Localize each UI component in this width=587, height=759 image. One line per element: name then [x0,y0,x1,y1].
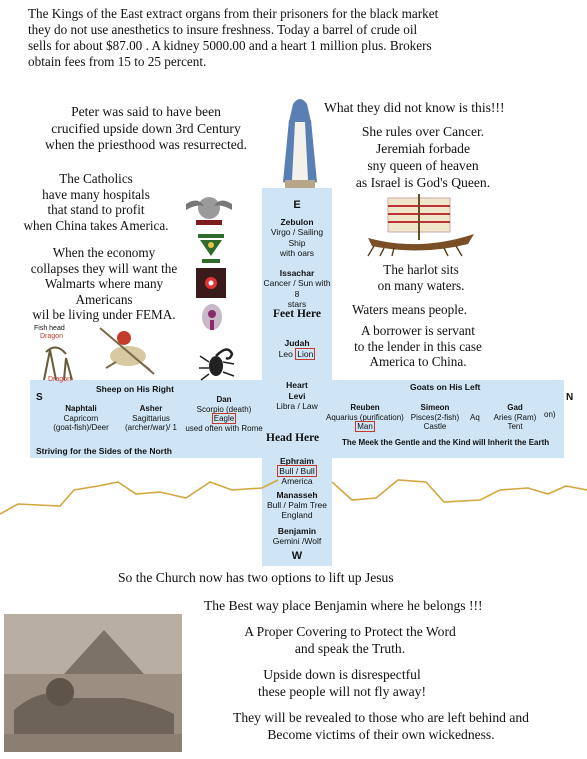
tribe-levi: Levi [288,390,306,401]
tribe-simeon-block [404,403,466,432]
tribe-manasseh: Manasseh [276,490,318,500]
tribe-desc: Bull / Palm Tree [267,500,327,510]
fish-head-label: Fish head [34,325,65,332]
winged-globe-icon [184,190,234,228]
tribe-dan-block [182,395,266,433]
economy-text [8,245,200,323]
tribe-judah-block [262,338,332,359]
text-line: The harlot sits [383,262,459,277]
revealed-text [182,709,580,743]
text-line: They will be revealed to those who are left behind and [233,710,529,725]
church-text: So the Church now has two options to lift up Jesus [118,570,394,585]
catholics-text [8,171,184,233]
text-line: crucified upside down 3rd Century [51,120,241,136]
text-line: when China takes America. [23,217,169,233]
text-line: Become victims of their own wickedness. [267,727,495,742]
tribe-desc: Castle [423,422,447,431]
dragon-label: Dragon [40,333,63,340]
tribe-asher-block [116,404,186,433]
text-line: Americans [75,291,133,307]
queen-text [328,123,518,191]
text-line: The Catholics [59,171,133,186]
tribe-levi-block [262,380,332,412]
sphinx-pyramid-photo [4,614,182,752]
tribe-naphtali-block [44,404,118,433]
compass-e-label: E [293,199,301,211]
intro-line: The Kings of the East extract organs from their prisoners for the black market [28,6,439,21]
tribe-simeon: Simeon [420,403,450,412]
text-line: as Israel is God's Queen. [355,175,491,190]
text-line: to the lender in this case [354,338,482,354]
tribe-desc: Virgo / Sailing Ship [270,227,324,248]
skyline-line-decoration [0,460,587,530]
heart-label: Heart [286,380,308,390]
tribe-desc: stars [287,299,307,309]
dan-eagle-highlight: Eagle [213,414,235,423]
compass-n-label: N [566,392,574,403]
text-line: wil be living under FEMA. [32,307,176,322]
text-line: Peter was said to have been [71,104,221,119]
tribe-ephraim: Ephraim [279,456,314,466]
tribe-desc: Scorpio (death) [196,404,252,414]
tribe-desc: Capricorn [63,413,99,423]
text-line: A borrower is servant [361,323,475,338]
sailing-ship-image [360,192,480,258]
text-line: these people will not fly away! [258,684,426,699]
judah-leo: Leo [278,348,293,359]
text-line: and speak the Truth. [294,641,406,656]
goats-label: Goats on His Left [410,382,481,392]
tribe-desc: (goat-fish)/Deer [53,423,109,432]
tribe-desc: Libra / Law [276,401,318,411]
tribe-reuben-block [326,403,404,432]
text-line: that stand to profit [47,202,145,217]
tribe-benjamin: Benjamin [277,526,317,536]
tribe-dan: Dan [216,395,232,404]
aq-fragment: Aq [470,413,480,422]
gad-fragment: on) [544,410,556,419]
tribe-gad: Gad [507,403,523,412]
text-line: America to China. [369,354,467,369]
scorpion-icon [196,342,238,384]
intro-line: obtain fees from 15 to 25 percent. [28,54,207,69]
covering-text [212,623,488,657]
dragon-label: Dragon [48,376,71,383]
rider-slaying-dragon-image [96,324,160,378]
tribe-desc: Cancer / Sun with 8 [263,278,331,299]
symbol-medallion-icon [198,300,226,334]
tribe-judah: Judah [284,338,310,348]
striving-label: Striving for the Sides of the North [36,446,173,456]
text-line: A Proper Covering to Protect the Word [244,624,456,639]
intro-line: they do not use anesthetics to insure freshness. Today a barrel of crude oil [28,22,418,37]
tribe-desc: (archer/war)/ 1 [124,423,177,432]
cross-top-column [262,200,332,310]
tribe-desc: with oars [279,248,314,258]
ephraim-bull-highlight: Bull / Bull [279,466,315,476]
text-line: Upside down is disrespectful [263,667,421,682]
best-way-text: The Best way place Benjamin where he belongs !!! [204,598,483,613]
compass-s-label: S [36,392,43,403]
tribe-gad-block [486,403,544,432]
tribe-desc: Aries (Ram) [493,412,537,422]
harlot-text [356,262,486,293]
virgin-mary-statue-image [275,94,325,192]
text-line: when the priesthood was resurrected. [45,137,247,152]
text-line: collapses they will want the [30,260,178,276]
what-they-did-not-know: What they did not know is this!!! [324,100,505,115]
tribe-desc: Sagittarius [132,413,170,423]
upside-text [232,666,452,700]
tribe-desc: Gemini /Wolf [272,536,322,546]
tribe-desc: Pisces(2-fish) [410,412,460,422]
triangle-emblem-icon [196,232,226,266]
reuben-man-highlight: Man [357,422,373,431]
tribe-asher: Asher [139,404,163,413]
tribe-desc: America [281,476,313,486]
tribe-desc: used often with Rome [185,423,263,433]
text-line: on many waters. [377,277,465,293]
intro-line: sells for about $87.00 . A kidney 5000.00 and a heart 1 million plus. Brokers [28,38,432,53]
compass-w-label: W [291,550,303,562]
text-line: She rules over Cancer. [361,124,485,139]
tribe-issachar: Issachar [279,267,315,278]
judah-lion-highlight: Lion [297,348,314,359]
text-line: have many hospitals [42,186,150,202]
tribe-reuben: Reuben [350,403,380,412]
tribe-desc: Tent [507,422,523,431]
text-line: Walmarts where many [44,276,164,291]
tribe-desc: England [281,510,313,520]
tribe-zebulon: Zebulon [280,216,314,227]
feet-here-label: Feet Here [273,308,321,320]
tribe-desc: Aquarius (purification) [326,412,404,422]
sheep-label: Sheep on His Right [96,384,174,394]
sun-star-icon [196,268,226,298]
text-line: sny queen of heaven [367,158,479,173]
text-line: When the economy [52,245,156,260]
tribe-naphtali: Naphtali [65,404,97,413]
waters-text: Waters means people. [352,302,468,317]
intro-paragraph [28,6,578,70]
peter-text [10,104,282,154]
text-line: Jeremiah forbade [376,141,470,156]
borrower-text [338,323,498,370]
head-here-label: Head Here [266,432,320,444]
meek-label: The Meek the Gentle and the Kind will Inherit the Earth [342,438,550,447]
